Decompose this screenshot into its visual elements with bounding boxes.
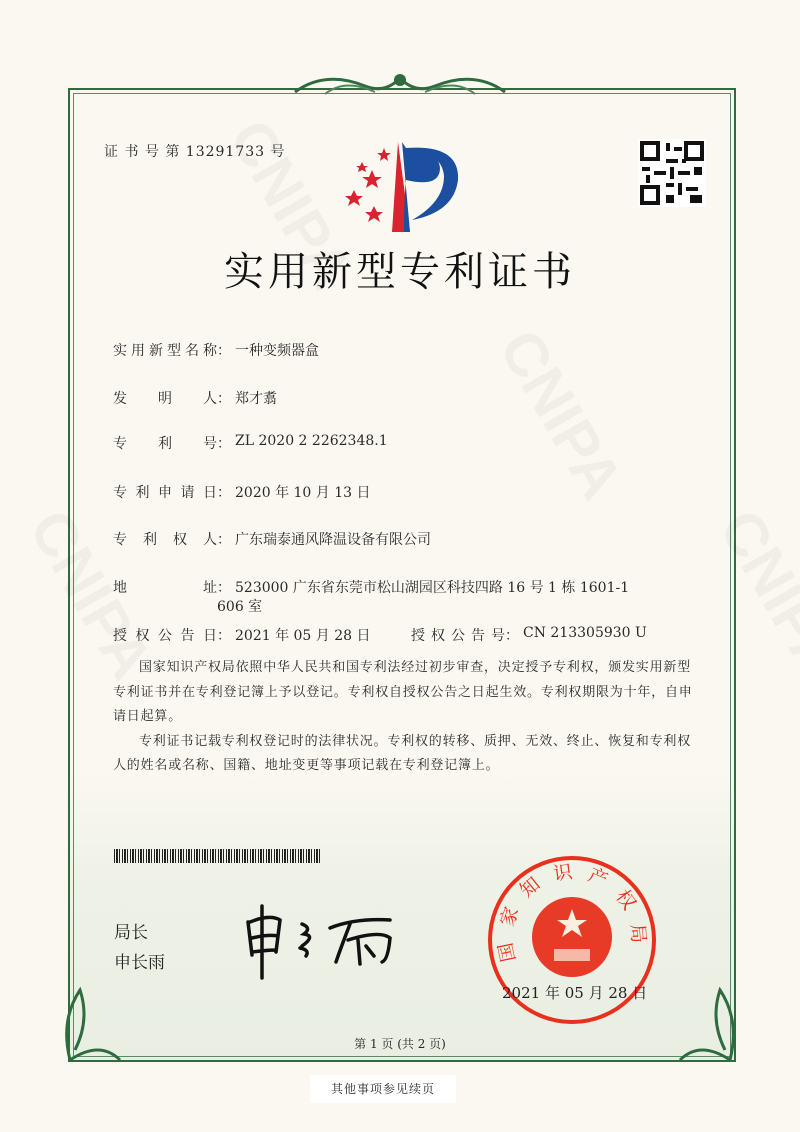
field-label: 专 利 权 人: [113, 532, 217, 548]
seal-date: 2021 年 05 月 28 日: [502, 984, 648, 1002]
field-label: 授 权 公 告 日: [113, 628, 217, 644]
field-label: 授 权 公 告 号: [411, 628, 505, 644]
field-value: 523000 广东省东莞市松山湖园区科技四路 16 号 1 栋 1601-1: [235, 580, 630, 596]
qr-code-icon: [638, 139, 706, 207]
cnipa-logo-icon: [340, 140, 460, 235]
top-ornament-icon: [285, 66, 515, 102]
corner-ornament-icon: [60, 960, 130, 1070]
field-patent-number: 专 利 号 ： ZL 2020 2 2262348.1: [113, 433, 388, 452]
field-label: 专 利 号: [113, 436, 217, 452]
field-value: 郑才翥: [235, 391, 277, 407]
field-address: 地 址 ： 523000 广东省东莞市松山湖园区科技四路 16 号 1 栋 1601-1: [113, 577, 629, 597]
page-indicator: 第 1 页 (共 2 页): [354, 1037, 446, 1051]
field-label: 发 明 人: [113, 391, 217, 407]
continuation-note: 其他事项参见续页: [310, 1075, 456, 1103]
field-grant-date: 授 权 公 告 日 ： 2021 年 05 月 28 日: [113, 625, 371, 645]
field-inventor: 发 明 人 ： 郑才翥: [113, 388, 277, 408]
seal-text-path: 国家知识产权局: [494, 860, 650, 964]
field-application-date: 专 利 申 请 日 ： 2020 年 10 月 13 日: [113, 482, 371, 502]
paragraph-legal-status: 专利证书记载专利权登记时的法律状况。专利权的转移、质押、无效、终止、恢复和专利权人的姓名或名称、国籍、地址变更等事项记载在专利登记簿上。: [113, 733, 692, 773]
field-patentee: 专 利 权 人 ： 广东瑞泰通风降温设备有限公司: [113, 529, 431, 549]
field-value: 广东瑞泰通风降温设备有限公司: [235, 532, 431, 548]
barcode: [114, 849, 320, 863]
field-grant-number: 授 权 公 告 号 ： CN 213305930 U: [411, 625, 647, 644]
field-value: 2021 年 05 月 28 日: [235, 628, 371, 644]
field-label: 实 用 新 型 名 称: [113, 343, 217, 359]
director-name: 申长雨: [114, 953, 165, 973]
body-paragraphs: [113, 656, 699, 779]
qr-code: [638, 139, 706, 207]
signature-icon: [240, 900, 420, 985]
director-title: 局长: [114, 923, 148, 943]
paragraph-grant-statement: 国家知识产权局依照中华人民共和国专利法经过初步审查，决定授予专利权，颁发实用新型专利证书并在专利登记簿上予以登记。专利权自授权公告之日起生效。专利权期限为十年，自申请日起算。: [113, 660, 693, 724]
field-value: ZL 2020 2 2262348.1: [235, 433, 388, 449]
field-utility-model-name: 实 用 新 型 名 称 ： 一种变频器盒: [113, 340, 319, 360]
certificate-number: 证 书 号 第 13291733 号: [104, 144, 286, 160]
field-label: 专 利 申 请 日: [113, 485, 217, 501]
page-title: 实用新型专利证书: [224, 249, 576, 295]
field-label: 地 址: [113, 580, 217, 596]
field-address-continued: 606 室: [217, 599, 263, 615]
field-value: 2020 年 10 月 13 日: [235, 485, 371, 501]
field-value: CN 213305930 U: [523, 625, 647, 641]
corner-ornament-icon: [670, 960, 740, 1070]
field-value: 一种变频器盒: [235, 343, 319, 359]
